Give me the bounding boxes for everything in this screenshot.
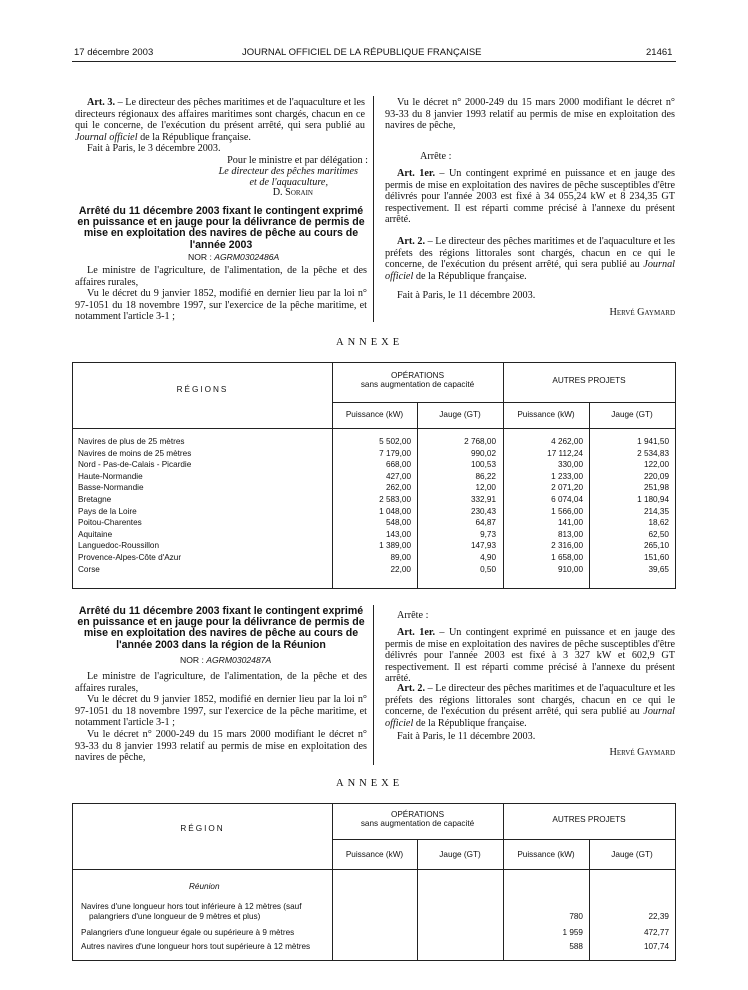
table-cell-ap-gt: 214,35: [643, 506, 669, 516]
table-cell-op-gt: 990,02: [470, 448, 496, 458]
table-row-region-name: Corse: [78, 564, 100, 574]
table-cell-ap-kw: 1 566,00: [551, 506, 583, 516]
table-cell-ap-kw: 4 262,00: [551, 437, 583, 446]
sub-puissance-1: Puissance (kW): [345, 410, 404, 419]
signature-line-1: Pour le ministre et par délégation :: [227, 155, 368, 166]
arrete-1-nor: NOR : AGRM0302486A: [188, 252, 280, 262]
table-cell-op-gt: 0,50: [480, 564, 496, 574]
arrete-1-ministre: Le ministre de l'agriculture, de l'alimentation, de la pêche et des affaires rurales,: [75, 265, 367, 288]
annexe-1-heading: ANNEXE: [336, 337, 404, 348]
arrete-2-signature: Hervé Gaymard: [609, 747, 675, 758]
table-row-category: Palangriers d'une longueur égale ou supérieure à 9 mètres: [81, 928, 295, 937]
table-cell-ap-kw: 588: [569, 942, 583, 951]
table-cell-ap-kw: 1 959: [562, 928, 583, 937]
arrete-2-title: Arrêté du 11 décembre 2003 fixant le contingent exprimé en puissance et en jauge pour la délivrance de permis de mise en exploitation des navires de pêche au cours de l'année 2003 dans la région de la Réunion: [77, 605, 365, 651]
sub-puissance-2: Puissance (kW): [517, 410, 575, 419]
dot-leader: [78, 503, 328, 504]
annexe-1-table: [72, 362, 676, 589]
arrete-1-vu-decret-2000: Vu le décret n° 2000-249 du 15 mars 2000 modifiant le décret n° 93-33 du 8 janvier 1993 relatif au permis de mise en exploitation des navires de pêche,: [385, 97, 675, 131]
table-cell-op-gt: 64,87: [475, 518, 496, 528]
table-cell-ap-gt: 1 180,94: [637, 495, 669, 504]
table-cell-ap-gt: 62,50: [648, 529, 669, 539]
table-cell-ap-gt: 265,10: [643, 541, 669, 551]
art3-paragraph: Art. 3. – Le directeur des pêches maritimes et de l'aquaculture et les directeurs régionaux des affaires maritimes sont chargés, chacun en ce qui le concerne, de l'exécution du présent arrêté, qui sera publié au Journal officiel de la République française.: [75, 97, 365, 143]
table-cell-ap-gt: 472,77: [643, 928, 669, 937]
table-cell-op-gt: 147,93: [470, 541, 496, 551]
table-row-region-name: Provence-Alpes-Côte d'Azur: [78, 553, 182, 562]
table-row-category: Autres navires d'une longueur hors tout supérieure à 12 mètres: [81, 942, 311, 951]
table-row-region-name: Nord - Pas-de-Calais - Picardie: [78, 460, 192, 470]
header-date: 17 décembre 2003: [74, 47, 154, 58]
arrete-2-vu-decret-2000: Vu le décret n° 2000-249 du 15 mars 2000 modifiant le décret n° 93-33 du 8 janvier 1993 relatif au permis de mise en exploitation des navires de pêche,: [75, 729, 367, 763]
arrete-1-signature: Hervé Gaymard: [609, 307, 675, 318]
arrete-1-art1: Art. 1er. – Un contingent exprimé en puissance et en jauge des permis de mise en exploitation des navires de pêche susceptibles d'être délivrés pour l'année 2003 est fixé à 34 055,24 kW et 8 234,35 GT respectivement. Il est réparti comme précisé à l'annexe du présent arrêté.: [385, 168, 676, 225]
col-operations-subheader: sans augmentation de capacité: [360, 819, 475, 828]
sub-puissance-1: Puissance (kW): [345, 850, 404, 859]
table-cell-op-kw: 5 502,00: [379, 437, 411, 446]
table-cell-ap-gt: 122,00: [643, 460, 669, 470]
sub-jauge-2: Jauge (GT): [611, 850, 653, 859]
arrete-1-title: Arrêté du 11 décembre 2003 fixant le contingent exprimé en puissance et en jauge pour la délivrance de permis de mise en exploitation des navires de pêche au cours de l'année 2003: [77, 205, 365, 251]
table-cell-ap-kw: 910,00: [557, 564, 583, 574]
table-cell-ap-gt: 2 534,83: [637, 448, 669, 458]
table-cell-ap-kw: 141,00: [557, 518, 583, 528]
table-row-region-name: Navires de plus de 25 mètres: [78, 437, 185, 446]
table-cell-op-gt: 12,00: [475, 483, 496, 493]
table-cell-ap-gt: 18,62: [648, 518, 669, 528]
table-cell-ap-gt: 1 941,50: [637, 437, 669, 446]
region-reunion-label: Réunion: [189, 882, 220, 891]
table-row-category-cont: palangriers d'une longueur de 9 mètres et plus): [89, 912, 261, 921]
table-cell-op-kw: 1 389,00: [379, 541, 411, 551]
table-cell-op-kw: 7 179,00: [379, 448, 411, 458]
col-autres-projets-header: AUTRES PROJETS: [552, 376, 626, 385]
table-cell-op-gt: 9,73: [480, 529, 496, 539]
table-cell-op-gt: 4,90: [480, 553, 496, 562]
header-page-number: 21461: [646, 47, 673, 58]
table-cell-ap-gt: 220,09: [643, 471, 669, 481]
table-cell-ap-kw: 6 074,04: [551, 495, 583, 504]
table-cell-ap-kw: 813,00: [557, 529, 583, 539]
col-regions-header: RÉGIONS: [176, 385, 229, 394]
table-cell-ap-gt: 39,65: [648, 564, 669, 574]
sub-jauge-1: Jauge (GT): [439, 850, 481, 859]
arrete-1-vu-decret-1852: Vu le décret du 9 janvier 1852, modifié en dernier lieu par la loi n° 97-1051 du 18 novembre 1997, sur l'exercice de la pêche maritime, et notamment l'article 3-1 ;: [75, 288, 367, 322]
table-cell-op-kw: 2 583,00: [379, 495, 411, 504]
table-1-hline: [332, 402, 675, 403]
table-cell-ap-gt: 151,60: [643, 553, 669, 562]
table-row-category: Navires d'une longueur hors tout inférieure à 12 mètres (sauf: [81, 902, 302, 911]
table-cell-ap-kw: 2 071,20: [551, 483, 583, 493]
table-cell-op-kw: 668,00: [385, 460, 411, 470]
sub-jauge-1: Jauge (GT): [439, 410, 481, 419]
table-cell-ap-kw: 1 658,00: [551, 553, 583, 562]
table-2-hline: [332, 839, 675, 840]
column-divider-top: [373, 96, 374, 322]
table-cell-ap-kw: 17 112,24: [547, 448, 583, 458]
col-operations-subheader: sans augmentation de capacité: [360, 380, 475, 389]
signature-line-2: Le directeur des pêches maritimes: [218, 166, 358, 177]
table-cell-ap-kw: 1 233,00: [551, 471, 583, 481]
table-cell-ap-gt: 251,98: [643, 483, 669, 493]
table-cell-ap-kw: 780: [569, 912, 583, 921]
col-operations-header: OPÉRATIONS: [390, 371, 445, 380]
table-1-hline: [73, 428, 675, 429]
table-cell-ap-kw: 330,00: [557, 460, 583, 470]
arrete-1-art2: Art. 2. – Le directeur des pêches maritimes et de l'aquaculture et les préfets des régions littorales sont chargés, chacun en ce qui le concerne, de l'exécution du présent arrêté, qui sera publié au Journal officiel de la République française.: [385, 236, 675, 282]
table-cell-op-kw: 22,00: [390, 564, 411, 574]
col-autres-projets-header: AUTRES PROJETS: [552, 815, 626, 824]
table-cell-op-gt: 100,53: [470, 460, 496, 470]
table-cell-op-kw: 548,00: [385, 518, 411, 528]
col-operations-header: OPÉRATIONS: [390, 810, 445, 819]
table-cell-op-kw: 143,00: [385, 529, 411, 539]
table-cell-op-kw: 1 048,00: [379, 506, 411, 516]
signature-sorain: D. Sorain: [272, 187, 313, 198]
arrete-2-art2: Art. 2. – Le directeur des pêches maritimes et de l'aquaculture et les préfets des régions littorales sont chargés, chacun en ce qui le concerne, de l'exécution du présent arrêté, qui sera publié au Journal officiel de la République française.: [385, 683, 675, 729]
table-cell-op-kw: 262,00: [385, 483, 411, 493]
dot-leader: [78, 538, 328, 539]
table-cell-ap-gt: 22,39: [648, 912, 669, 921]
table-row-region-name: Haute-Normandie: [78, 471, 143, 481]
annexe-2-heading: ANNEXE: [336, 778, 404, 789]
table-row-region-name: Bretagne: [78, 495, 112, 504]
table-cell-op-kw: 427,00: [385, 471, 411, 481]
table-cell-op-kw: 89,00: [390, 553, 411, 562]
table-row-region-name: Navires de moins de 25 mètres: [78, 448, 192, 458]
table-row-region-name: Pays de la Loire: [78, 506, 137, 516]
dot-leader: [78, 573, 328, 574]
arrete-2-vu-decret-1852: Vu le décret du 9 janvier 1852, modifié en dernier lieu par la loi n° 97-1051 du 18 novembre 1997, sur l'exercice de la pêche maritime, et notamment l'article 3-1 ;: [75, 694, 367, 728]
table-cell-op-gt: 230,43: [470, 506, 496, 516]
arrete-2-ministre: Le ministre de l'agriculture, de l'alimentation, de la pêche et des affaires rurales,: [75, 671, 367, 694]
table-row-region-name: Basse-Normandie: [78, 483, 144, 493]
col-region-header: RÉGION: [180, 824, 225, 833]
header-journal: JOURNAL OFFICIEL DE LA RÉPUBLIQUE FRANÇAISE: [242, 47, 482, 58]
arrete-2-nor: NOR : AGRM0302487A: [180, 655, 272, 665]
table-2-hline: [73, 869, 675, 870]
signature-line-3: et de l'aquaculture,: [249, 177, 328, 188]
table-cell-op-gt: 2 768,00: [464, 437, 496, 446]
table-row-region-name: Languedoc-Roussillon: [78, 541, 160, 551]
table-cell-op-gt: 86,22: [475, 471, 496, 481]
arrete-2-art1: Art. 1er. – Un contingent exprimé en puissance et en jauge des permis de mise en exploitation des navires de pêche susceptibles d'être délivrés pour l'année 2003 est fixé à 3 327 kW et 602,9 GT respectivement. Il est réparti comme précisé à l'annexe du présent arrêté.: [385, 627, 676, 684]
table-cell-ap-kw: 2 316,00: [551, 541, 583, 551]
table-row-region-name: Poitou-Charentes: [78, 518, 142, 528]
arrete-1-fait: Fait à Paris, le 11 décembre 2003.: [397, 290, 536, 301]
annexe-2-table: [72, 803, 676, 961]
arrete-2-fait: Fait à Paris, le 11 décembre 2003.: [397, 731, 536, 742]
arrete-2-arrete: Arrête :: [397, 610, 429, 621]
arrete-1-arrete: Arrête :: [420, 151, 452, 162]
fait-le-3-decembre: Fait à Paris, le 3 décembre 2003.: [87, 143, 221, 154]
table-cell-ap-gt: 107,74: [643, 942, 669, 951]
header-rule: [72, 61, 676, 62]
table-cell-op-gt: 332,91: [470, 495, 496, 504]
sub-jauge-2: Jauge (GT): [611, 410, 653, 419]
table-row-region-name: Aquitaine: [78, 529, 113, 539]
column-divider-bottom: [373, 605, 374, 765]
sub-puissance-2: Puissance (kW): [517, 850, 575, 859]
